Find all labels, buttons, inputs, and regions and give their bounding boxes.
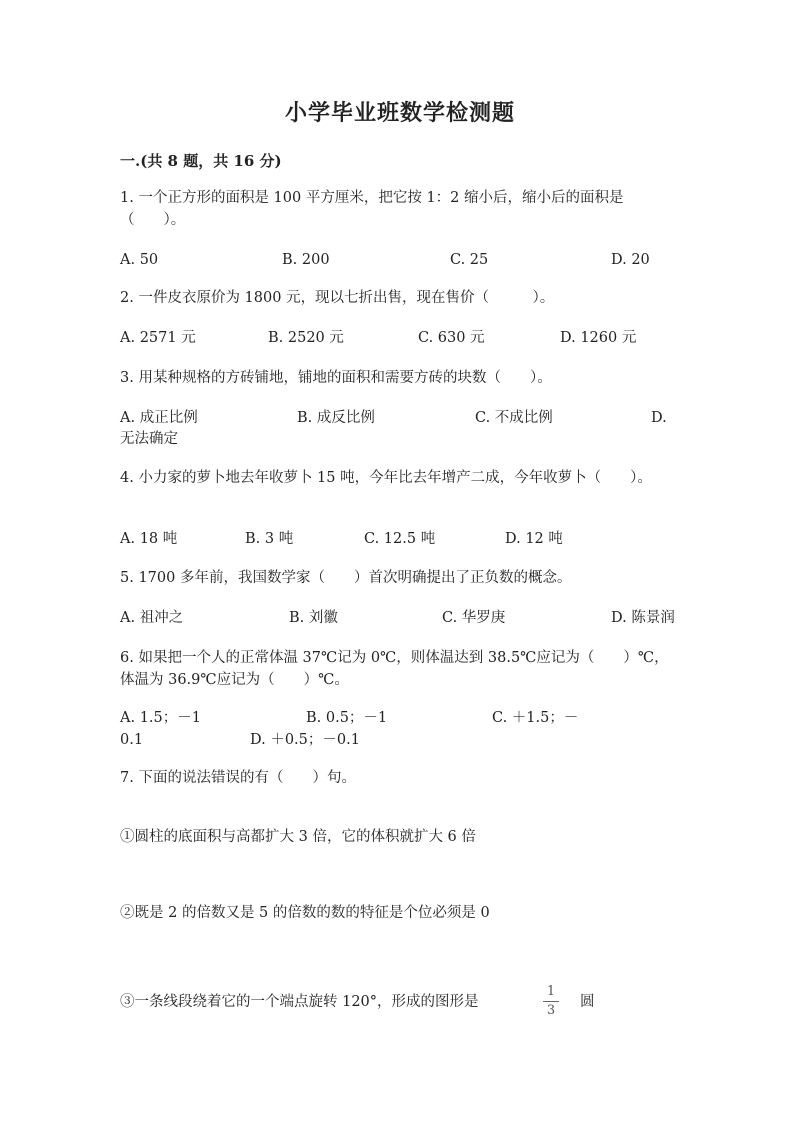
question-4-text: 4. 小力家的萝卜地去年收萝卜 15 吨，今年比去年增产二成，今年收萝卜（ ）。 xyxy=(120,470,652,486)
question-1-option-b[interactable]: B. 200 xyxy=(282,252,330,268)
question-6-option-c-continued: 0.1 xyxy=(120,732,144,748)
question-5-option-b[interactable]: B. 刘徽 xyxy=(289,610,338,626)
fraction-numerator: 1 xyxy=(546,984,556,999)
question-6-text: 6. 如果把一个人的正常体温 37℃记为 0℃，则体温达到 38.5℃应记为（ ）℃，体温为 36.9℃应记为（ ）℃。 xyxy=(120,650,669,688)
question-2-text: 2. 一件皮衣原价为 1800 元，现以七折出售，现在售价（ ）。 xyxy=(120,290,555,306)
question-3-option-c[interactable]: C. 不成比例 xyxy=(475,410,553,426)
question-4-option-b[interactable]: B. 3 吨 xyxy=(245,531,294,547)
question-2-option-c[interactable]: C. 630 元 xyxy=(418,330,485,346)
question-5-text: 5. 1700 多年前，我国数学家（ ）首次明确提出了正负数的概念。 xyxy=(120,570,572,586)
question-7-text: 7. 下面的说法错误的有（ ）句。 xyxy=(120,770,356,786)
question-5-option-a[interactable]: A. 祖冲之 xyxy=(120,610,184,626)
question-7-statement-3-end: 圆 xyxy=(580,994,595,1010)
question-4-option-c[interactable]: C. 12.5 吨 xyxy=(364,531,436,547)
fraction-bar xyxy=(543,1001,559,1002)
question-7-statement-1: ①圆柱的底面积与高都扩大 3 倍，它的体积就扩大 6 倍 xyxy=(120,829,476,845)
question-6-option-b[interactable]: B. 0.5；－1 xyxy=(306,710,388,726)
question-5-option-d[interactable]: D. 陈景润 xyxy=(611,610,675,626)
question-3-option-a[interactable]: A. 成正比例 xyxy=(120,410,198,426)
question-3-option-d[interactable]: D. xyxy=(651,410,667,426)
question-2-option-b[interactable]: B. 2520 元 xyxy=(268,330,344,346)
question-3-option-b[interactable]: B. 成反比例 xyxy=(297,410,375,426)
fraction-one-third xyxy=(543,984,559,1019)
question-4-option-a[interactable]: A. 18 吨 xyxy=(120,531,178,547)
question-1-text: 1. 一个正方形的面积是 100 平方厘米，把它按 1：2 缩小后，缩小后的面积是（ ）。 xyxy=(120,190,624,228)
question-1-option-a[interactable]: A. 50 xyxy=(120,252,159,268)
question-7-statement-3: ③一条线段绕着它的一个端点旋转 120°，形成的图形是 xyxy=(120,994,479,1010)
section-heading: 一.(共 8 题，共 16 分) xyxy=(120,152,282,170)
question-3-text: 3. 用某种规格的方砖铺地，铺地的面积和需要方砖的块数（ ）。 xyxy=(120,370,552,386)
page-title: 小学毕业班数学检测题 xyxy=(284,100,515,126)
question-6-option-a[interactable]: A. 1.5；－1 xyxy=(120,710,201,726)
question-2-option-a[interactable]: A. 2571 元 xyxy=(120,330,196,346)
question-5-option-c[interactable]: C. 华罗庚 xyxy=(442,610,506,626)
question-6-option-c[interactable]: C. ＋1.5；－ xyxy=(492,710,579,726)
question-1-option-c[interactable]: C. 25 xyxy=(450,252,489,268)
question-3-option-d-continued: 无法确定 xyxy=(120,431,178,447)
question-4-option-d[interactable]: D. 12 吨 xyxy=(505,531,563,547)
question-1-option-d[interactable]: D. 20 xyxy=(611,252,650,268)
fraction-denominator: 3 xyxy=(546,1003,556,1018)
question-6-option-d[interactable]: D. ＋0.5；－0.1 xyxy=(250,732,360,748)
question-7-statement-2: ②既是 2 的倍数又是 5 的倍数的数的特征是个位必须是 0 xyxy=(120,905,490,921)
question-2-option-d[interactable]: D. 1260 元 xyxy=(560,330,637,346)
